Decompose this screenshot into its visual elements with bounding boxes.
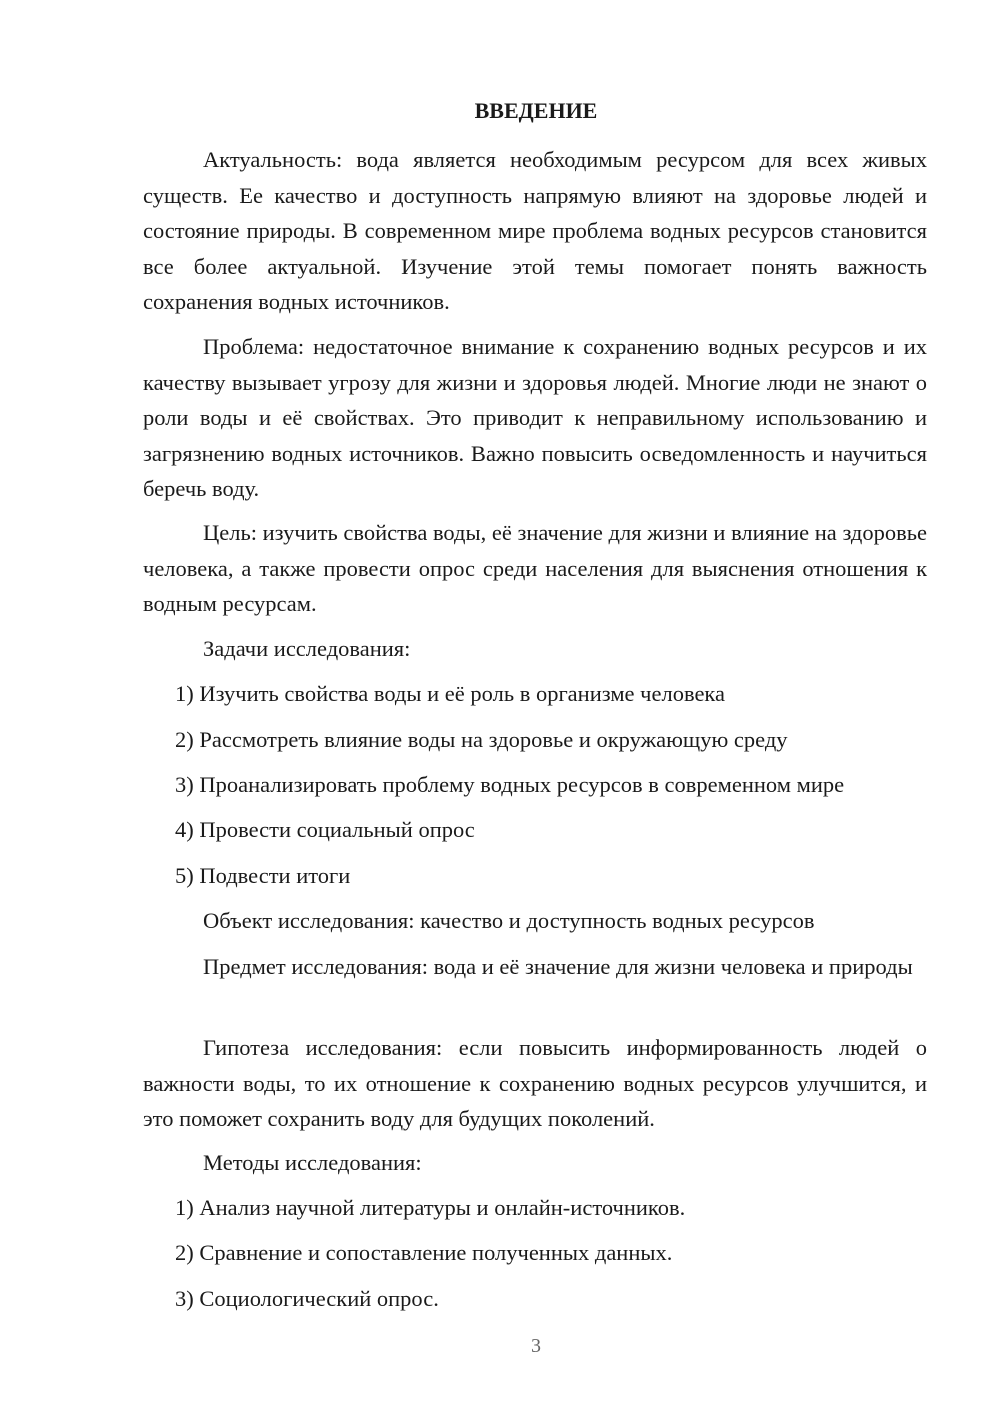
task-item-5: 5) Подвести итоги (175, 863, 351, 888)
relevance-paragraph: Актуальность: вода является необходимым ресурсом для всех живых существ. Ее качество и доступность напрямую влияют на здоровье людей и состояние природы. В современном мире проблема водных ресурсов становится все более актуальной. Изучение этой темы помогает понять важность сохранения водных источников. (143, 147, 927, 314)
subject-paragraph: Предмет исследования: вода и её значение для жизни человека и природы (203, 954, 913, 979)
task-item-4: 4) Провести социальный опрос (175, 817, 475, 842)
method-item-2: 2) Сравнение и сопоставление полученных данных. (175, 1240, 673, 1265)
task-item-3: 3) Проанализировать проблему водных ресурсов в современном мире (175, 772, 845, 797)
page-number: 3 (531, 1335, 541, 1357)
method-item-1: 1) Анализ научной литературы и онлайн-источников. (175, 1195, 686, 1220)
object-line: Объект исследования: качество и доступность водных ресурсов (203, 908, 815, 933)
task-item-1: 1) Изучить свойства воды и её роль в организме человека (175, 681, 726, 706)
task-item-2: 2) Рассмотреть влияние воды на здоровье и окружающую среду (175, 727, 788, 752)
tasks-label: Задачи исследования: (203, 636, 411, 661)
problem-paragraph: Проблема: недостаточное внимание к сохранению водных ресурсов и их качеству вызывает угрозу для жизни и здоровья людей. Многие люди не знают о роли воды и её свойствах. Это приводит к неправильному использованию и загрязнению водных источников. Важно повысить осведомленность и научиться беречь воду. (143, 334, 927, 501)
hypothesis-paragraph: Гипотеза исследования: если повысить информированность людей о важности воды, то их отношение к сохранению водных ресурсов улучшится, и это поможет сохранить воду для будущих поколений. (143, 1035, 927, 1131)
section-heading: ВВЕДЕНИЕ (474, 98, 598, 123)
method-item-3: 3) Социологический опрос. (175, 1286, 439, 1311)
goal-paragraph: Цель: изучить свойства воды, её значение для жизни и влияние на здоровье человека, а также провести опрос среди населения для выяснения отношения к водным ресурсам. (143, 520, 927, 616)
methods-label: Методы исследования: (203, 1150, 422, 1175)
